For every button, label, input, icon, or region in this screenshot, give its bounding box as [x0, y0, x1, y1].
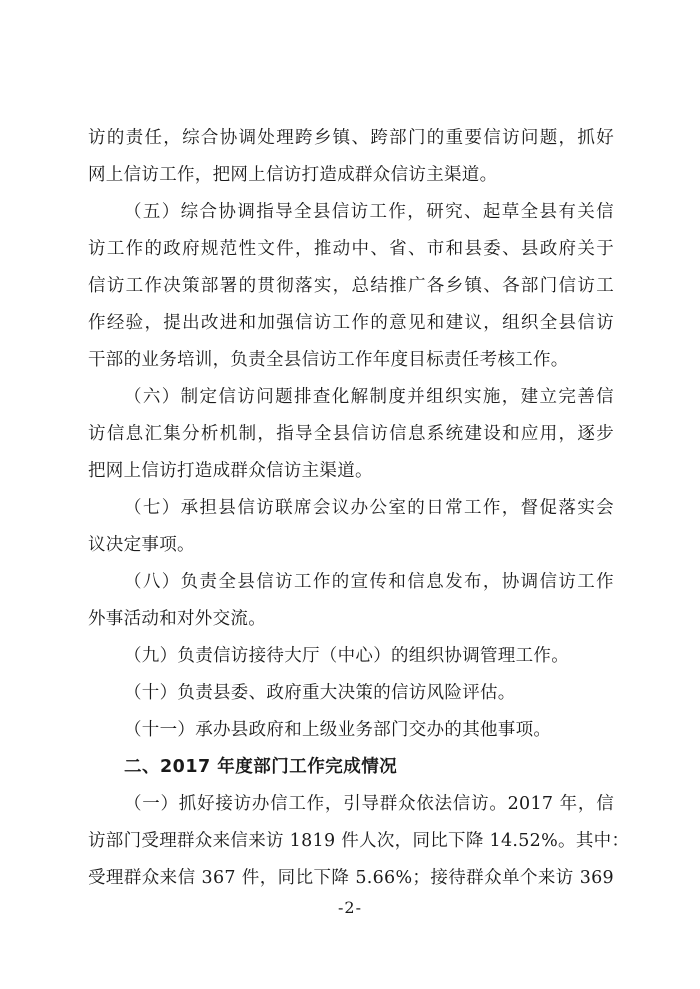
text-line: 作经验，提出改进和加强信访工作的意见和建议，组织全县信访	[88, 313, 614, 333]
paragraph-eleven: （十一）承办县政府和上级业务部门交办的其他事项。	[124, 720, 552, 740]
paragraph-section-two-start: （一）抓好接访办信工作，引导群众依法信访。2017 年，信	[124, 794, 614, 814]
text-line: 网上信访工作，把网上信访打造成群众信访主渠道。	[88, 165, 498, 185]
text-line: 把网上信访打造成群众信访主渠道。	[88, 461, 373, 481]
text-line: 访工作的政府规范性文件，推动中、省、市和县委、县政府关于	[88, 239, 614, 259]
section-heading: 二、2017 年度部门工作完成情况	[124, 757, 398, 777]
text-line: 干部的业务培训，负责全县信访工作年度目标责任考核工作。	[88, 350, 569, 370]
paragraph-seven-start: （七）承担县信访联席会议办公室的日常工作，督促落实会	[124, 498, 614, 518]
paragraph-five-start: （五）综合协调指导全县信访工作，研究、起草全县有关信	[124, 202, 614, 222]
text-line: 访信息汇集分析机制，指导全县信访信息系统建设和应用，逐步	[88, 424, 614, 444]
paragraph-eight-start: （八）负责全县信访工作的宣传和信息发布，协调信访工作	[124, 572, 614, 592]
paragraph-ten: （十）负责县委、政府重大决策的信访风险评估。	[124, 683, 516, 703]
text-line: 受理群众来信 367 件，同比下降 5.66%；接待群众单个来访 369	[88, 868, 614, 888]
text-line: 信访工作决策部署的贯彻落实，总结推广各乡镇、各部门信访工	[88, 276, 614, 296]
paragraph-nine: （九）负责信访接待大厅（中心）的组织协调管理工作。	[124, 646, 569, 666]
text-line: 访的责任，综合协调处理跨乡镇、跨部门的重要信访问题，抓好	[88, 128, 614, 148]
text-line: 访部门受理群众来信来访 1819 件人次，同比下降 14.52%。其中：	[88, 831, 630, 851]
page-number: -2-	[338, 898, 362, 917]
text-line: 外事活动和对外交流。	[88, 609, 266, 629]
text-line: 议决定事项。	[88, 535, 195, 555]
paragraph-six-start: （六）制定信访问题排查化解制度并组织实施，建立完善信	[124, 387, 614, 407]
